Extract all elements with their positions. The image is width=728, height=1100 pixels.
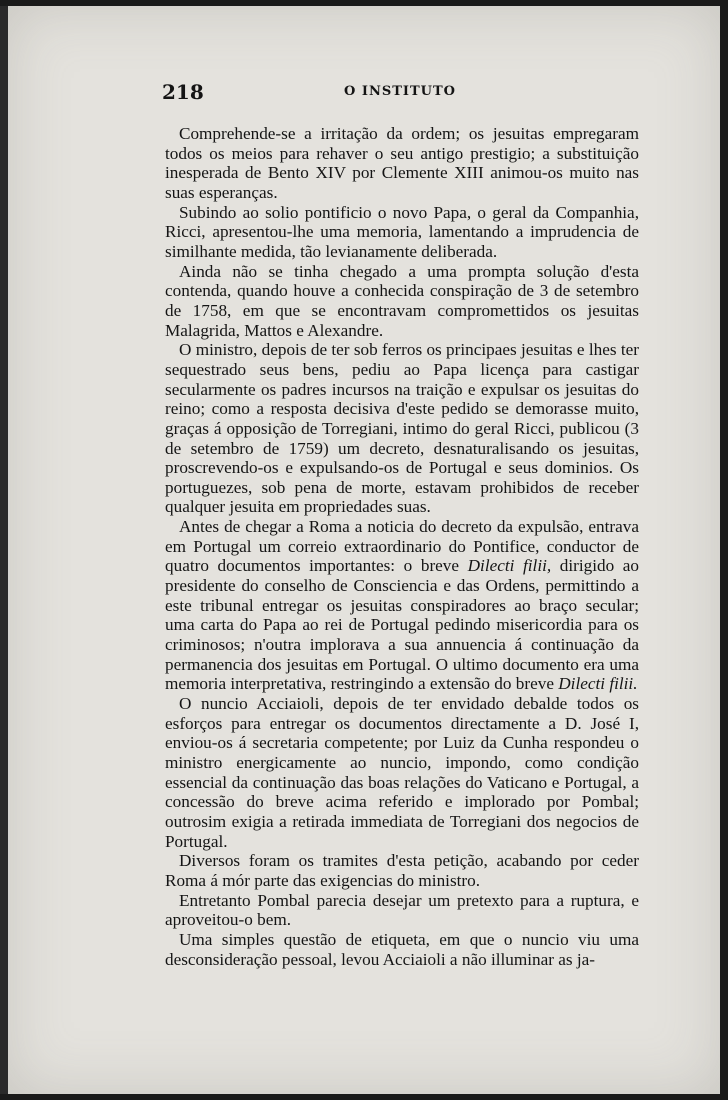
body-text [165,124,639,969]
paragraph: Comprehende-se a irritação da ordem; os jesuitas empregaram todos os meios para rehaver o seu antigo prestigio; a substituição inesperada de Bento XIV por Clemente XIII animou-os muito nas suas esperanças. [165,124,639,202]
scan-border-right [720,0,728,1100]
paragraph: Entretanto Pombal parecia desejar um pretexto para a ruptura, e aproveitou-o bem. [165,890,639,930]
page-header [162,80,638,104]
paragraph: O ministro, depois de ter sob ferros os principaes jesuitas e lhes ter sequestrado seus bens, pediu ao Papa licença para castigar secularmente os padres incursos na traição e expulsar os jesuitas do reino; como a resposta decisiva d'este pedido se demorasse muito, graças á opposição de Torregiani, intimo do geral Ricci, publicou (3 de setembro de 1759) um decreto, desnaturalisando os jesuitas, proscrevendo-os e expulsando-os de Portugal e seus dominios. Os portuguezes, sob pena de morte, estavam prohibidos de receber qualquer jesuita em propriedades suas. [165,340,639,517]
italic-title: Dilecti filii. [558,674,638,694]
paragraph: Uma simples questão de etiqueta, em que o nuncio viu uma desconsideração pessoal, levou Acciaioli a não illuminar as ja- [165,929,639,969]
scan-border-left [0,0,8,1100]
italic-title: Dilecti filii, [467,556,552,576]
scan-border-bottom [0,1094,728,1100]
page-number: 218 [162,80,204,104]
paragraph [165,517,639,694]
running-title: O INSTITUTO [344,84,456,99]
paragraph: Diversos foram os tramites d'esta petição, acabando por ceder Roma á mór parte das exigencias do ministro. [165,851,639,890]
paragraph: Ainda não se tinha chegado a uma prompta solução d'esta contenda, quando houve a conhecida conspiração de 3 de setembro de 1758, em que se encontravam compromettidos os jesuitas Malagrida, Mattos e Alexandre. [165,261,639,340]
paragraph-text: Antes de chegar a Roma a noticia do decreto da expulsão, entrava em Portugal um correio extraordinario do Pontifice, conductor de quatro documentos importantes: o breve [165,517,639,576]
paragraph: Subindo ao solio pontificio o novo Papa, o geral da Companhia, Ricci, apresentou-lhe uma memoria, lamentando a imprudencia de similhante medida, tão levianamente deliberada. [165,202,639,261]
paragraph: O nuncio Acciaioli, depois de ter envidado debalde todos os esforços para entregar os documentos directamente a D. José I, enviou-os á secretaria competente; por Luiz da Cunha respondeu o ministro energicamente ao nuncio, impondo, como condição essencial da continuação das boas relações do Vaticano e Portugal, a concessão do breve acima referido e implorado por Pombal; outrosim exigia a retirada immediata de Torregiani dos negocios de Portugal. [165,694,639,851]
paragraph-text: dirigido ao presidente do conselho de Consciencia e das Ordens, permittindo a este tribunal entregar os jesuitas conspiradores ao braço secular; uma carta do Papa ao rei de Portugal pedindo misericordia para os criminosos; n'outra implorava a sua annuencia á continuação da permanencia dos jesuitas em Portugal. O ultimo documento era uma memoria interpretativa, restringindo a extensão do breve [165,556,640,694]
